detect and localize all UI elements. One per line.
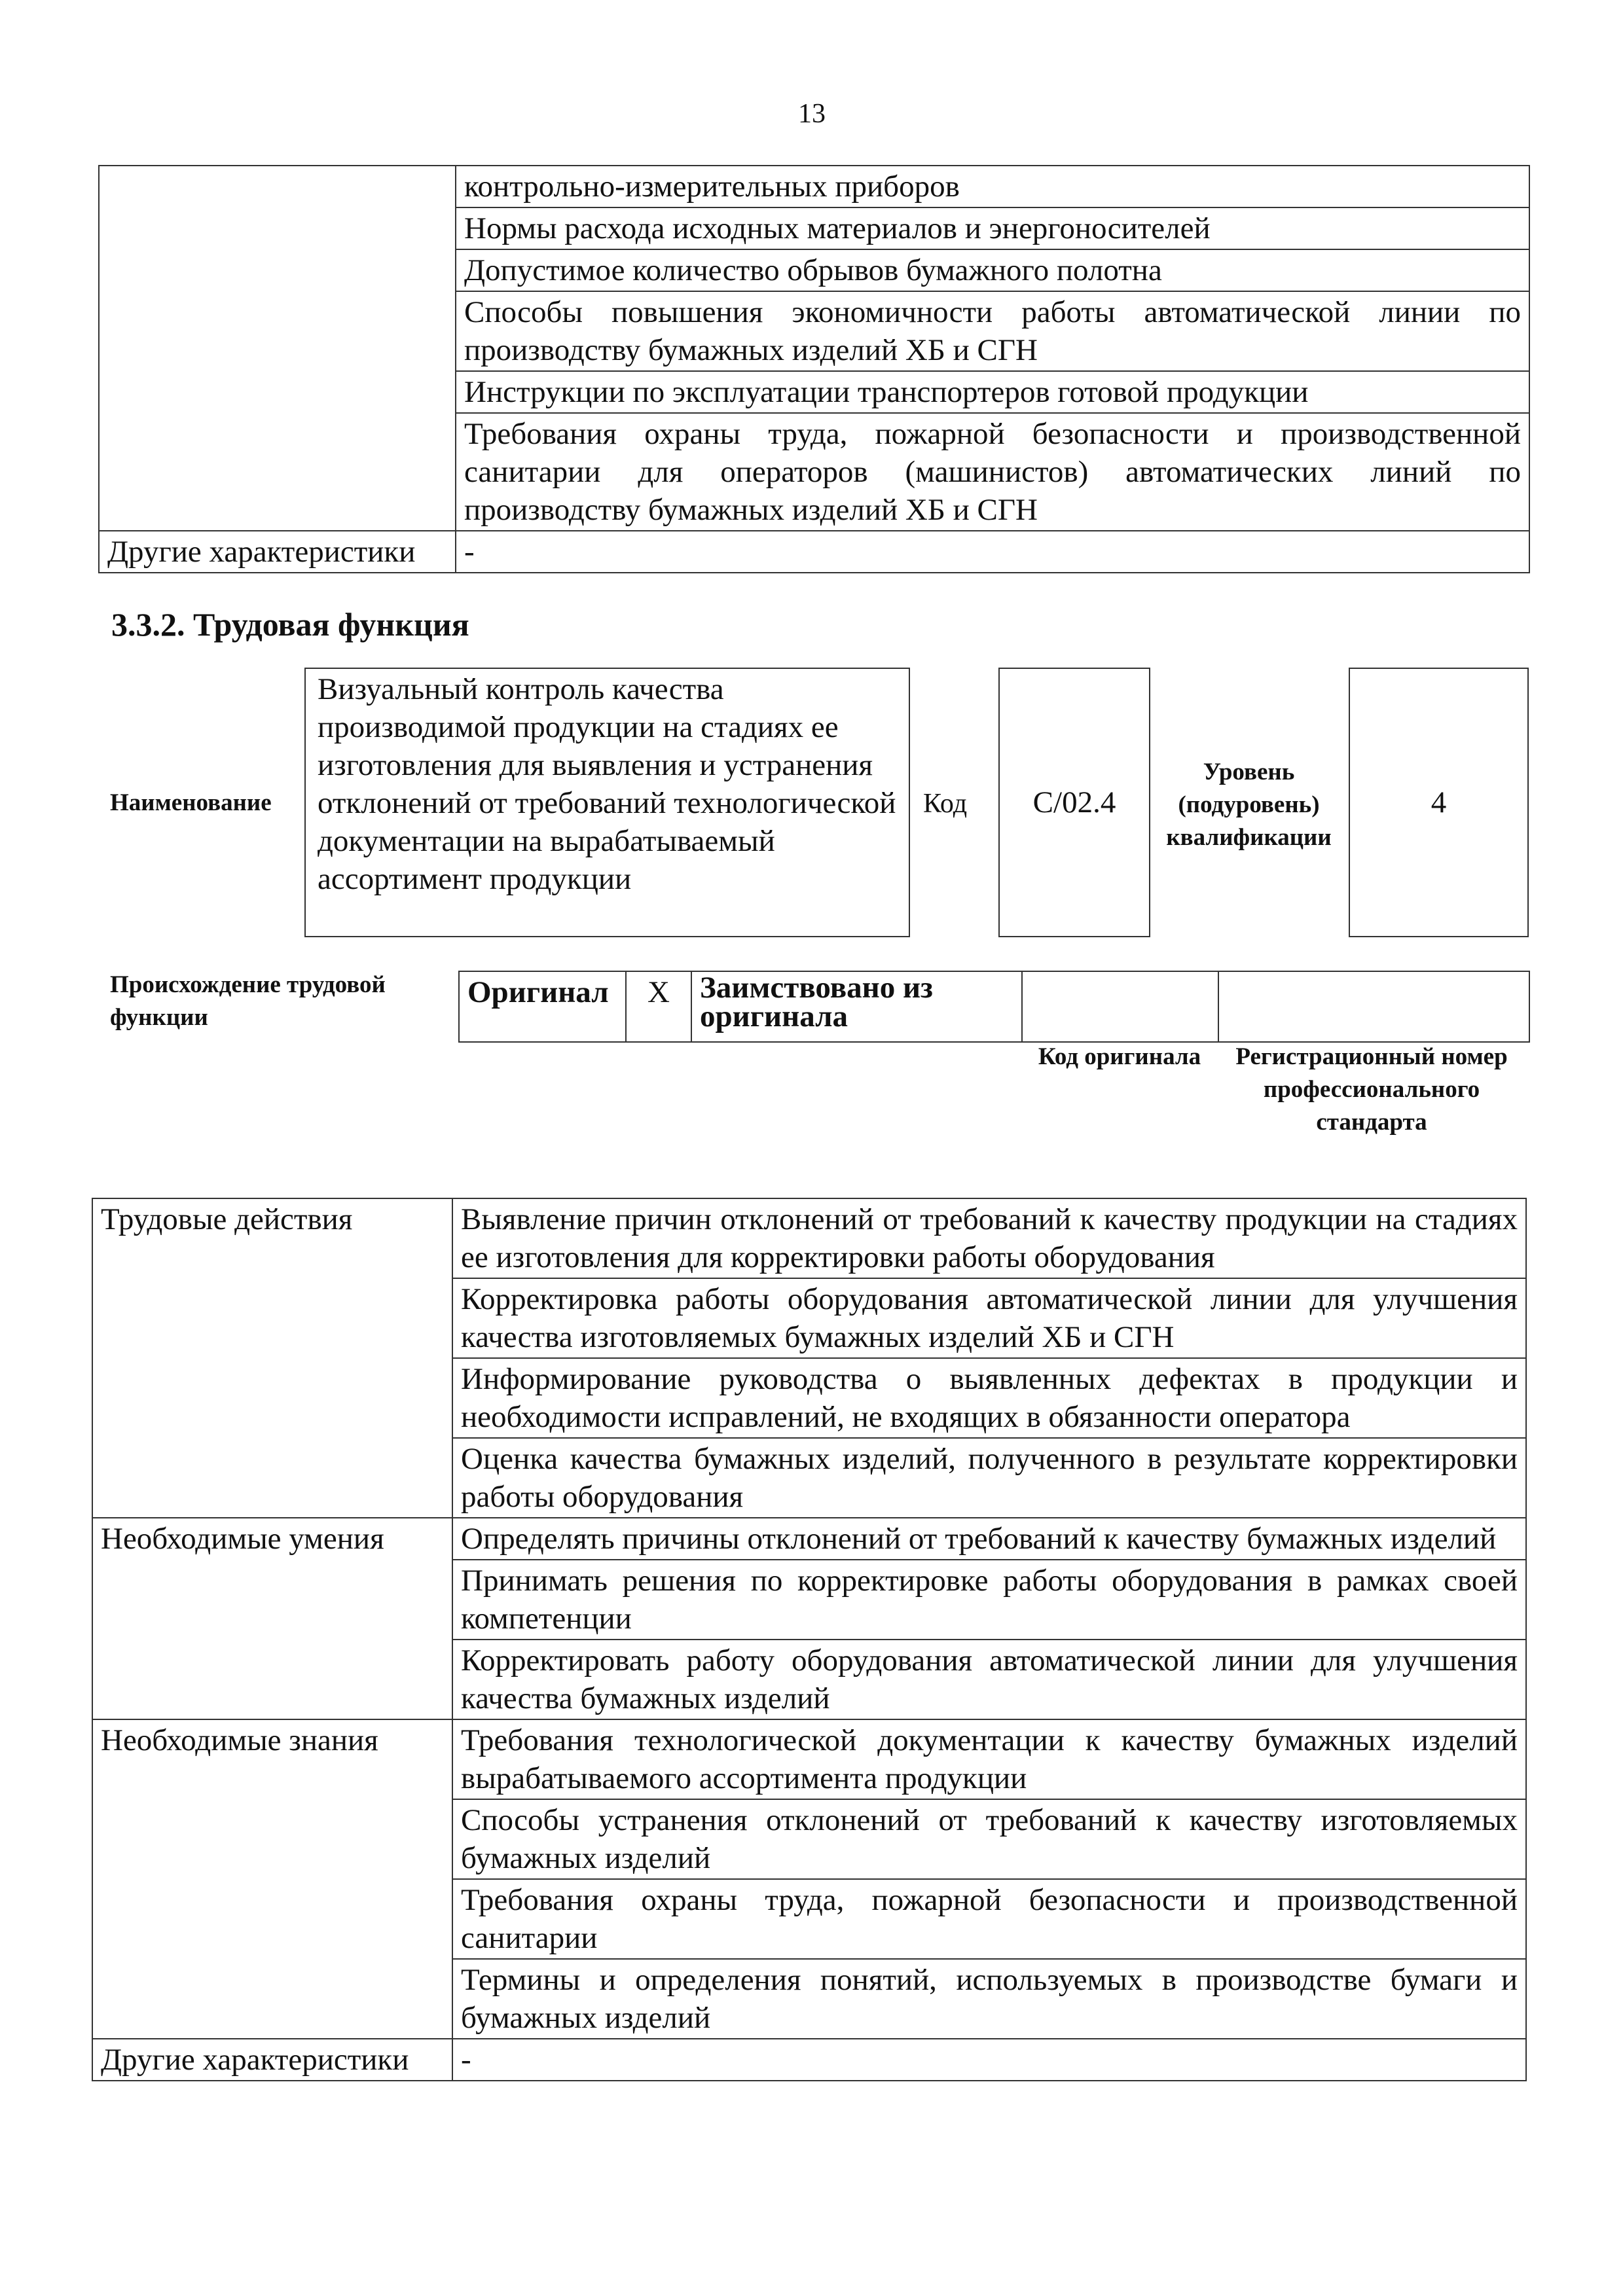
original-label: Оригинал xyxy=(459,971,626,1042)
labor-actions-label: Трудовые действия xyxy=(92,1198,452,1518)
section-title: 3.3.2. Трудовая функция xyxy=(111,606,469,643)
other-characteristics-value: - xyxy=(456,531,1529,573)
table-cell: Информирование руководства о выявленных дефектах в продукции и необходимости исправлений, не входящих в обязанности оператора xyxy=(452,1358,1526,1438)
original-code-caption: Код оригинала xyxy=(1038,1043,1201,1070)
table-cell: Нормы расхода исходных материалов и энергоносителей xyxy=(456,207,1529,249)
table-row xyxy=(459,971,1529,1042)
required-skills-label: Необходимые умения xyxy=(92,1518,452,1719)
original-code-cell xyxy=(1022,971,1218,1042)
top-characteristics-table xyxy=(98,165,1530,573)
table-cell: Корректировка работы оборудования автоматической линии для улучшения качества изготовляемых бумажных изделий ХБ и СГН xyxy=(452,1278,1526,1358)
table-cell: Допустимое количество обрывов бумажного полотна xyxy=(456,249,1529,291)
borrowed-label: Заимствовано из оригинала xyxy=(691,971,1022,1042)
table-cell: Принимать решения по корректировке работы оборудования в рамках своей компетенции xyxy=(452,1560,1526,1640)
page-number: 13 xyxy=(798,99,826,129)
function-name-box xyxy=(304,668,910,937)
name-label: Наименование xyxy=(110,789,272,816)
table-row xyxy=(92,1719,1526,1799)
table-cell: Оценка качества бумажных изделий, полученного в результате корректировки работы оборудования xyxy=(452,1438,1526,1518)
other-characteristics-label: Другие характеристики xyxy=(92,2039,452,2081)
original-mark: X xyxy=(626,971,691,1042)
code-label: Код xyxy=(923,789,968,819)
empty-label-cell xyxy=(99,166,456,531)
table-row xyxy=(92,2039,1526,2081)
table-cell: Выявление причин отклонений от требований к качеству продукции на стадиях ее изготовления для корректировки работы оборудования xyxy=(452,1198,1526,1278)
table-cell: Термины и определения понятий, используемых в производстве бумаги и бумажных изделий xyxy=(452,1959,1526,2039)
function-name-value: Визуальный контроль качества производимой продукции на стадиях ее изготовления для выявления и устранения отклонений от требований технологической документации на вырабатываемый ассортимент продукции xyxy=(318,672,896,896)
origin-label: Происхождение трудовой функции xyxy=(110,971,386,1031)
labor-function-table xyxy=(92,1198,1527,2081)
table-cell: Требования охраны труда, пожарной безопасности и производственной санитарии xyxy=(452,1879,1526,1959)
table-cell: Корректировать работу оборудования автоматической линии для улучшения качества бумажных изделий xyxy=(452,1640,1526,1719)
table-row xyxy=(99,166,1529,207)
table-row xyxy=(92,1518,1526,1560)
table-cell: Требования технологической документации к качеству бумажных изделий вырабатываемого ассортимента продукции xyxy=(452,1719,1526,1799)
table-cell: Способы повышения экономичности работы автоматической линии по производству бумажных изделий ХБ и СГН xyxy=(456,291,1529,371)
table-cell: Инструкции по эксплуатации транспортеров готовой продукции xyxy=(456,371,1529,413)
table-cell: Способы устранения отклонений от требований к качеству изготовляемых бумажных изделий xyxy=(452,1799,1526,1879)
table-row xyxy=(92,1198,1526,1278)
origin-table xyxy=(458,971,1530,1043)
registration-number-cell xyxy=(1218,971,1529,1042)
table-cell: Определять причины отклонений от требований к качеству бумажных изделий xyxy=(452,1518,1526,1560)
other-characteristics-label: Другие характеристики xyxy=(99,531,456,573)
code-value: С/02.4 xyxy=(1032,785,1116,819)
table-cell: Требования охраны труда, пожарной безопасности и производственной санитарии для операторов (машинистов) автоматических линий по производству бумажных изделий ХБ и СГН xyxy=(456,413,1529,531)
level-value: 4 xyxy=(1431,785,1447,819)
code-box xyxy=(998,668,1150,937)
registration-number-caption: Регистрационный номер профессионального стандарта xyxy=(1235,1043,1508,1136)
table-row xyxy=(99,531,1529,573)
required-knowledge-label: Необходимые знания xyxy=(92,1719,452,2039)
table-cell: контрольно-измерительных приборов xyxy=(456,166,1529,207)
qualification-level-label: Уровень (подуровень) квалификации xyxy=(1166,759,1332,851)
other-characteristics-value: - xyxy=(452,2039,1526,2081)
level-box xyxy=(1349,668,1529,937)
